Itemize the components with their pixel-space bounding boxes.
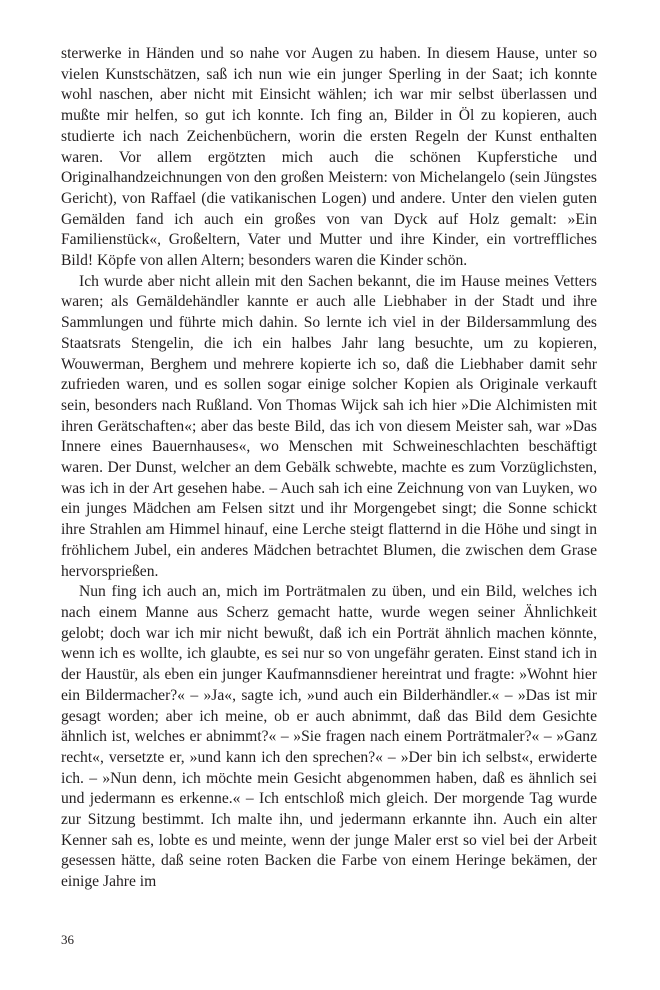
body-text: [61, 44, 597, 893]
paragraph-2: Ich wurde aber nicht allein mit den Sachen bekannt, die im Hause meines Vetters waren; als Gemäldehändler kannte er auch alle Liebhaber in der Stadt und ihre Sammlungen und führte mich dahin. So lernte ich viel in der Bildersammlung des Staatsrats Stengelin, die ich ein halbes Jahr lang besuchte, um zu kopieren, Wouwerman, Berghem und mehrere kopierte ich so, daß die Liebhaber damit sehr zufrieden waren, und es sollen sogar einige solcher Kopien als Originale verkauft sein, besonders nach Rußland. Von Thomas Wijck sah ich hier »Die Alchimisten mit ihren Gerätschaften«; aber das beste Bild, das ich von diesem Meister sah, war »Das Innere eines Bauernhauses«, wo Menschen mit Schweineschlachten beschäftigt waren. Der Dunst, welcher an dem Gebälk schwebte, machte es zum Vorzüglichsten, was ich in der Art gesehen habe. – Auch sah ich eine Zeichnung von van Luyken, wo ein junges Mädchen am Felsen sitzt und ihr Morgengebet singt; die Sonne schickt ihre Strahlen am Himmel hinauf, eine Lerche steigt flatternd in die Höhe und singt in fröhlichem Jubel, ein anderes Mädchen betrachtet Blumen, die zwischen dem Grase hervorsprießen.: [61, 272, 597, 580]
paragraph-1: sterwerke in Händen und so nahe vor Augen zu haben. In diesem Hause, unter so vielen Kunstschätzen, saß ich nun wie ein junger Sperling in der Saat; ich konnte wohl naschen, aber nicht mit Einsicht wählen; ich war mir selbst überlassen und mußte mir helfen, so gut ich konnte. Ich fing an, Bilder in Öl zu kopieren, auch studierte ich nach Zeichenbüchern, worin die ersten Regeln der Kunst enthalten waren. Vor allem ergötzten mich auch die schönen Kupferstiche und Originalhandzeichnungen von den großen Meistern: von Michelangelo (sein Jüngstes Gericht), von Raffael (die vatikanischen Logen) und andere. Unter den vielen guten Gemälden fand ich auch ein großes von van Dyck auf Holz gemalt: »Ein Familienstück«, Großeltern, Vater und Mutter und ihre Kinder, ein vortreffliches Bild! Köpfe von allen Altern; besonders waren die Kinder schön.: [61, 45, 597, 270]
paragraph-3: Nun fing ich auch an, mich im Porträtmalen zu üben, und ein Bild, welches ich nach einem Manne aus Scherz gemacht hatte, wurde wegen seiner Ähnlichkeit gelobt; doch war ich mir nicht bewußt, daß ich ein Porträt ähnlich machen könnte, wenn ich es wollte, ich glaubte, es sei nur so von ungefähr geraten. Einst stand ich in der Haustür, als eben ein junger Kaufmannsdiener hereintrat und fragte: »Wohnt hier ein Bildermacher?« – »Ja«, sagte ich, »und auch ein Bilderhändler.« – »Das ist mir gesagt worden; aber ich meine, ob er auch abnimmt, daß das Bild dem Gesichte ähnlich ist, welches er abnimmt?« – »Sie fragen nach einem Porträtmaler?« – »Ganz recht«, versetzte er, »und kann ich den sprechen?« – »Der bin ich selbst«, erwiderte ich. – »Nun denn, ich möchte mein Gesicht abgenommen haben, daß es ähnlich sei und jedermann es erkenne.« – Ich entschloß mich gleich. Der morgende Tag wurde zur Sitzung bestimmt. Ich malte ihn, und jedermann erkannte ihn. Auch ein alter Kenner sah es, lobte es und meinte, wenn der junge Maler erst so viel bei der Arbeit gesessen hätte, daß seine roten Backen die Farbe von einem Heringe bekämen, der einige Jahre im: [61, 583, 597, 891]
page-number: 36: [61, 932, 74, 947]
